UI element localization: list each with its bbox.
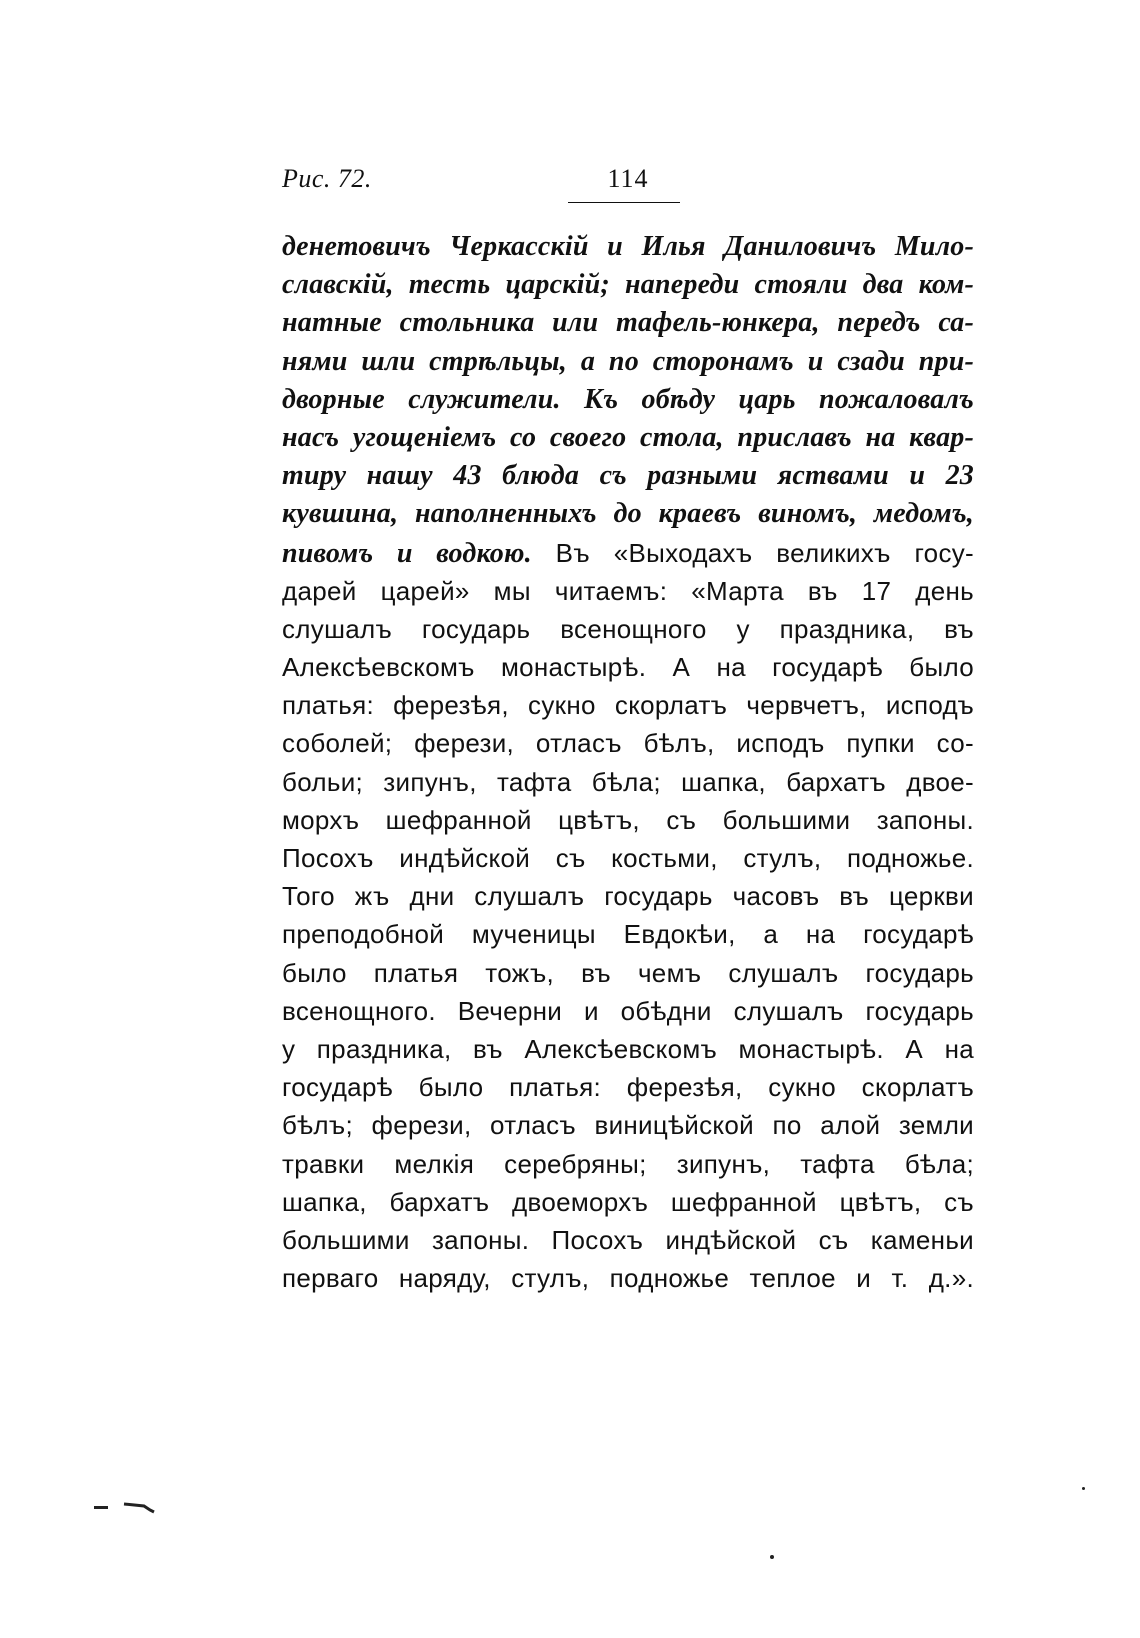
roman-text: преподобной мученицы Евдокѣи, а на государѣ xyxy=(282,919,974,950)
roman-text: платья: ферезѣя, сукно скорлатъ червчетъ, исподъ xyxy=(282,690,974,721)
text-line xyxy=(282,915,974,953)
page-number: 114 xyxy=(607,164,649,193)
roman-text: Того жъ дни слушалъ государь часовъ въ церкви xyxy=(282,881,974,912)
roman-text: травки мелкія серебряны; зипунъ, тафта бѣла; xyxy=(282,1148,974,1179)
text-line xyxy=(282,877,974,915)
text-line xyxy=(282,266,974,304)
text-line xyxy=(282,495,974,533)
scan-speck xyxy=(770,1555,774,1559)
text-line xyxy=(282,1030,974,1068)
text-line xyxy=(282,343,974,381)
roman-text: Посохъ индѣйской съ костьми, стулъ, подножье. xyxy=(282,843,974,873)
text-line xyxy=(282,992,974,1030)
roman-text: Въ «Выходахъ великихъ госу- xyxy=(531,537,974,568)
text-line xyxy=(282,1145,974,1183)
page-number-rule xyxy=(568,202,680,203)
roman-text: соболей; ферези, отласъ бѣлъ, исподъ пупки со- xyxy=(282,728,974,759)
roman-text: слушалъ государь всенощного у праздника, въ xyxy=(282,613,974,644)
roman-text: большими запоны. Посохъ индѣйской съ каменьи xyxy=(282,1224,974,1255)
figure-caption: Рис. 72. xyxy=(282,164,372,193)
scan-speck xyxy=(1082,1487,1085,1490)
text-line xyxy=(282,228,974,266)
text-line xyxy=(282,763,974,801)
text-line xyxy=(282,1183,974,1221)
body-text xyxy=(282,228,974,1297)
roman-text: бѣлъ; ферези, отласъ виницѣйской по алой земли xyxy=(282,1110,974,1141)
roman-text: было платья тожъ, въ чемъ слушалъ государь xyxy=(282,957,974,988)
text-line xyxy=(282,534,974,572)
text-line xyxy=(282,648,974,686)
text-line xyxy=(282,724,974,762)
text-line xyxy=(282,954,974,992)
margin-scan-mark xyxy=(94,1500,174,1514)
roman-text: шапка, бархатъ двоеморхъ шефранной цвѣтъ, съ xyxy=(282,1186,974,1217)
text-line xyxy=(282,419,974,457)
text-line xyxy=(282,839,974,877)
italic-text: кувшина, наполненныхъ до краевъ виномъ, медомъ, xyxy=(282,498,974,530)
italic-text: пивомъ и водкою. xyxy=(282,537,532,569)
text-line xyxy=(282,1221,974,1259)
italic-text: славскій, тесть царскій; напереди стояли два ком- xyxy=(282,269,974,301)
roman-text: морхъ шефранной цвѣтъ, съ большими запоны. xyxy=(282,804,974,835)
text-line xyxy=(282,381,974,419)
text-line xyxy=(282,686,974,724)
text-line xyxy=(282,1106,974,1144)
roman-text: дарей царей» мы читаемъ: «Марта въ 17 день xyxy=(282,575,974,606)
italic-text: тиру нашу 43 блюда съ разными яствами и 23 xyxy=(282,460,974,492)
roman-text: Алексѣевскомъ монастырѣ. А на государѣ было xyxy=(282,652,974,683)
italic-text: денетовичъ Черкасскій и Илья Даниловичъ Мило- xyxy=(282,231,974,262)
text-line xyxy=(282,1259,974,1297)
text-line xyxy=(282,610,974,648)
roman-text: перваго наряду, стулъ, подножье теплое и т. д.». xyxy=(282,1263,974,1294)
text-line xyxy=(282,572,974,610)
roman-text: больи; зипунъ, тафта бѣла; шапка, бархатъ двое- xyxy=(282,766,974,797)
roman-text: государѣ было платья: ферезѣя, сукно скорлатъ xyxy=(282,1072,974,1103)
text-line xyxy=(282,1068,974,1106)
text-line xyxy=(282,457,974,495)
text-line xyxy=(282,801,974,839)
roman-text: у праздника, въ Алексѣевскомъ монастырѣ. А на xyxy=(282,1033,974,1064)
text-line xyxy=(282,304,974,342)
italic-text: дворные служители. Къ обѣду царь пожаловалъ xyxy=(282,383,974,415)
roman-text: всенощного. Вечерни и обѣдни слушалъ государь xyxy=(282,995,974,1026)
italic-text: нями шли стрѣльцы, а по сторонамъ и сзади при- xyxy=(282,345,974,377)
italic-text: натные стольника или тафель-юнкера, передъ са- xyxy=(282,307,974,339)
italic-text: насъ угощеніемъ со своего стола, приславъ на квар- xyxy=(282,421,974,453)
